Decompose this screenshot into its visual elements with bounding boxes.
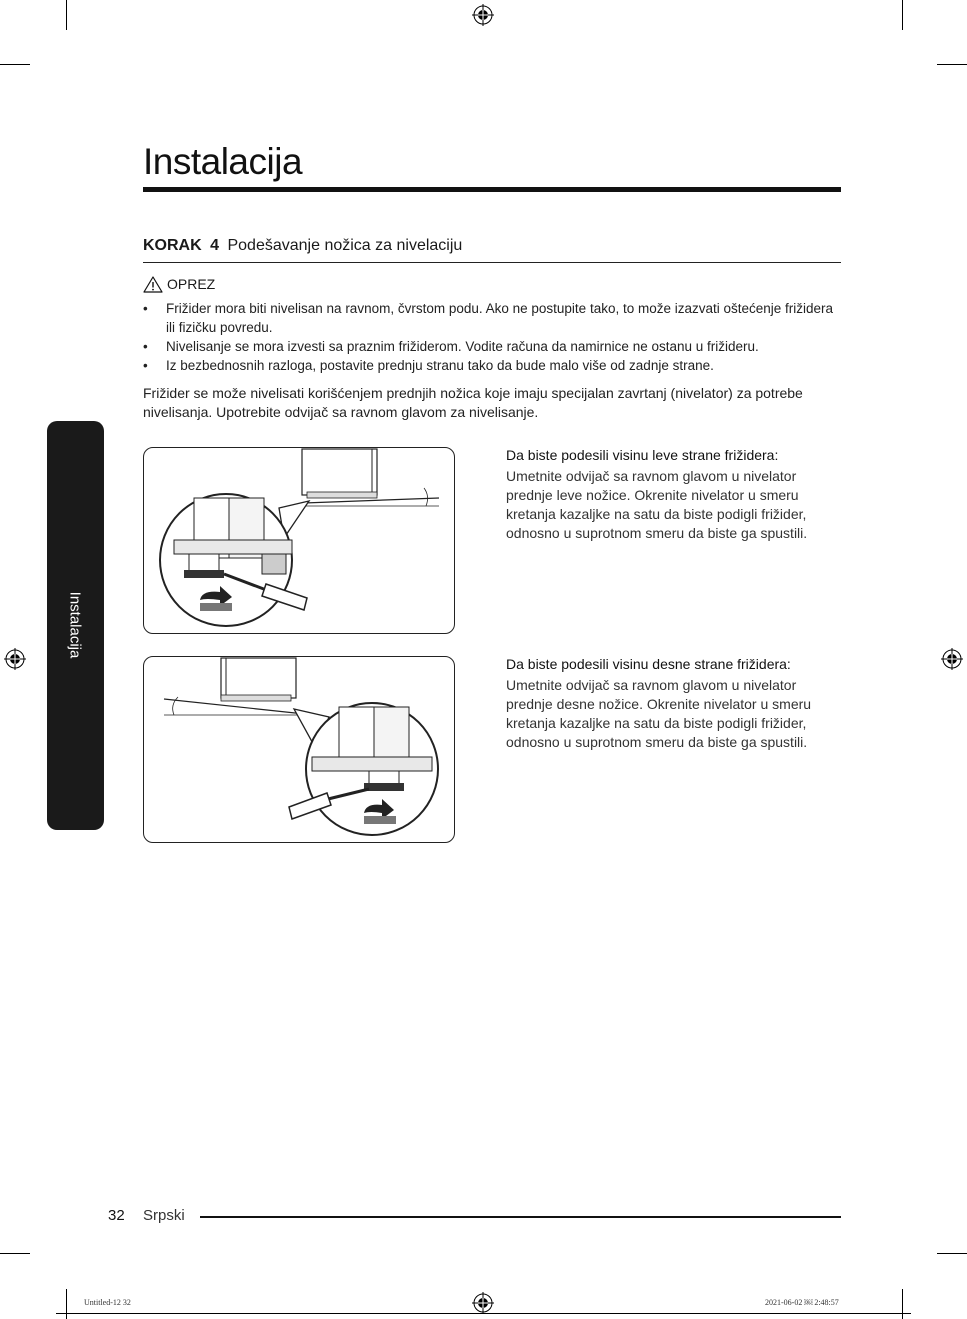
left-leveling-illustration: [143, 447, 455, 634]
list-item: • Iz bezbednosnih razloga, postavite prednju stranu tako da bude malo više od zadnje strane.: [143, 356, 843, 375]
print-slug-left: Untitled-12 32: [84, 1298, 131, 1307]
crop-mark: [0, 1253, 30, 1254]
registration-mark-icon: [472, 4, 494, 26]
page-number: 32: [108, 1207, 125, 1224]
registration-mark-icon: [472, 1292, 494, 1314]
step-number: 4: [210, 237, 220, 254]
step-rule: [143, 262, 841, 263]
intro-paragraph: Frižider se može nivelisati korišćenjem prednjih nožica koje imaju specijalan zavrtanj (nivelator) za potrebe nivelisanja. Upotrebite odvijač sa ravnom glavom za nivelisanje.: [143, 385, 803, 420]
crop-mark: [937, 1253, 967, 1254]
left-foot-adjust-illustration: [144, 448, 454, 633]
registration-mark-icon: [941, 648, 963, 670]
list-item: • Nivelisanje se mora izvesti sa praznim frižiderom. Vodite računa da namirnice ne ostanu u frižideru.: [143, 337, 843, 356]
right-leveling-text: [506, 654, 841, 752]
footer-rule: [200, 1216, 841, 1218]
crop-mark: [902, 0, 903, 30]
caution-list: [143, 299, 843, 375]
step-title: Podešavanje nožica za nivelaciju: [227, 237, 463, 254]
registration-mark-icon: [4, 648, 26, 670]
right-leveling-illustration: [143, 656, 455, 843]
step-label: KORAK: [143, 237, 202, 254]
footer-language: Srpski: [143, 1207, 185, 1224]
crop-mark: [66, 1289, 67, 1319]
caution-label: OPREZ: [167, 276, 216, 292]
caution-heading: [143, 275, 215, 293]
list-item: • Frižider mora biti nivelisan na ravnom, čvrstom podu. Ako ne postupite tako, to može izazvati oštećenje frižidera ili fizičku povredu.: [143, 299, 843, 337]
right-foot-adjust-illustration: [144, 657, 454, 842]
crop-mark: [0, 64, 30, 65]
crop-mark: [937, 64, 967, 65]
left-leveling-heading: Da biste podesili visinu leve strane frižidera:: [506, 447, 779, 463]
left-leveling-instructions: Umetnite odvijač sa ravnom glavom u nivelator prednje leve nožice. Okrenite nivelator u smeru kretanja kazaljke na satu da biste podigli frižider, odnosno u suprotnom smeru da biste ga spustili.: [506, 468, 808, 541]
left-leveling-text: [506, 445, 841, 543]
crop-mark: [66, 0, 67, 30]
title-rule: [143, 187, 841, 192]
side-tab-label: Instalacija: [66, 591, 84, 659]
step-heading: [143, 235, 462, 257]
print-slug-right: 2021-06-02 ￼ 2:48:57: [765, 1298, 839, 1307]
warning-triangle-icon: [143, 276, 163, 293]
side-tab: [47, 421, 104, 830]
right-leveling-heading: Da biste podesili visinu desne strane frižidera:: [506, 656, 791, 672]
crop-mark: [902, 1289, 903, 1319]
right-leveling-instructions: Umetnite odvijač sa ravnom glavom u nivelator prednje desne nožice. Okrenite nivelator u smeru kretanja kazaljke na satu da biste podigli frižider, odnosno u suprotnom smeru da biste ga spustili.: [506, 677, 812, 750]
page-title: Instalacija: [143, 141, 303, 182]
